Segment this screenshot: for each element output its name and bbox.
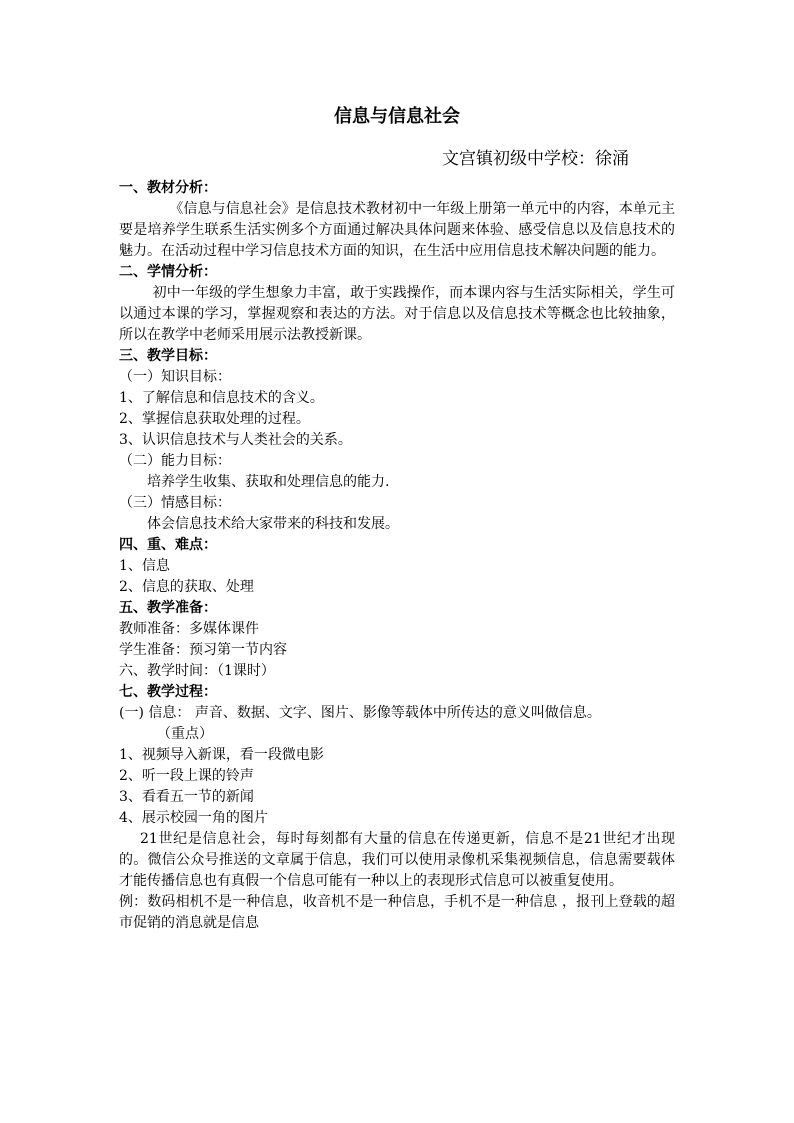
list-item: 4、展示校园一角的图片	[119, 810, 268, 826]
document-body	[119, 178, 675, 934]
goal-heading-knowledge: （一）知识目标：	[119, 369, 231, 385]
goal-heading-emotion: （三）情感目标：	[119, 495, 231, 511]
section-teaching-time: 六、教学时间：（1课时）	[119, 663, 275, 679]
list-item: 2、信息的获取、处理	[119, 579, 254, 595]
paragraph-example: 例：数码相机不是一种信息，收音机不是一种信息，手机不是一种信息 ，报刊上登载的超市促销的消息就是信息	[119, 894, 675, 931]
student-preparation: 学生准备：预习第一节内容	[119, 642, 287, 658]
list-item: 2、掌握信息获取处理的过程。	[119, 411, 310, 427]
section-heading-teaching-goals: 三、教学目标：	[119, 348, 217, 364]
teacher-preparation: 教师准备：多媒体课件	[119, 621, 259, 637]
section-heading-student-analysis: 二、学情分析：	[119, 264, 217, 280]
paragraph-textbook-analysis: 《信息与信息社会》是信息技术教材初中一年级上册第一单元中的内容，本单元主要是培养学生联系生活实例多个方面通过解决具体问题来体验、感受信息以及信息技术的魅力。在活动过程中学习信息技术方面的知识，在生活中应用信息技术解决问题的能力。	[119, 201, 675, 259]
list-item: 3、看看五一节的新闻	[119, 789, 254, 805]
goal-text-ability: 培养学生收集、获取和处理信息的能力.	[147, 474, 390, 490]
section-heading-key-points: 四、重、难点：	[119, 537, 217, 553]
section-heading-textbook-analysis: 一、教材分析：	[119, 180, 217, 196]
list-item: 1、了解信息和信息技术的含义。	[119, 390, 324, 406]
document-author: 文宫镇初级中学校：徐涌	[442, 149, 629, 169]
section-heading-preparation: 五、教学准备：	[119, 600, 217, 616]
definition-information: (一) 信息： 声音、数据、文字、图片、影像等载体中所传达的意义叫做信息。	[119, 705, 601, 721]
paragraph-student-analysis: 初中一年级的学生想象力丰富，敢于实践操作，而本课内容与生活实际相关，学生可以通过本课的学习，掌握观察和表达的方法。对于信息以及信息技术等概念也比较抽象，所以在教学中老师采用展示法教授新课。	[119, 285, 675, 343]
list-item: 3、认识信息技术与人类社会的关系。	[119, 432, 352, 448]
key-point-note: （重点）	[157, 726, 213, 742]
goal-text-emotion: 体会信息技术给大家带来的科技和发展。	[147, 516, 399, 532]
document-title: 信息与信息社会	[334, 106, 460, 127]
goal-heading-ability: （二）能力目标：	[119, 453, 231, 469]
list-item: 1、视频导入新课，看一段微电影	[119, 747, 324, 763]
list-item: 2、听一段上课的铃声	[119, 768, 254, 784]
document-page	[119, 0, 675, 1123]
list-item: 1、信息	[119, 558, 170, 574]
paragraph-information-society: 21世纪是信息社会，每时每刻都有大量的信息在传递更新，信息不是21世纪才出现的。微信公众号推送的文章属于信息，我们可以使用录像机采集视频信息，信息需要载体才能传播信息也有真假一个信息可能有一种以上的表现形式信息可以被重复使用。	[119, 831, 675, 889]
section-heading-teaching-process: 七、教学过程：	[119, 684, 217, 700]
